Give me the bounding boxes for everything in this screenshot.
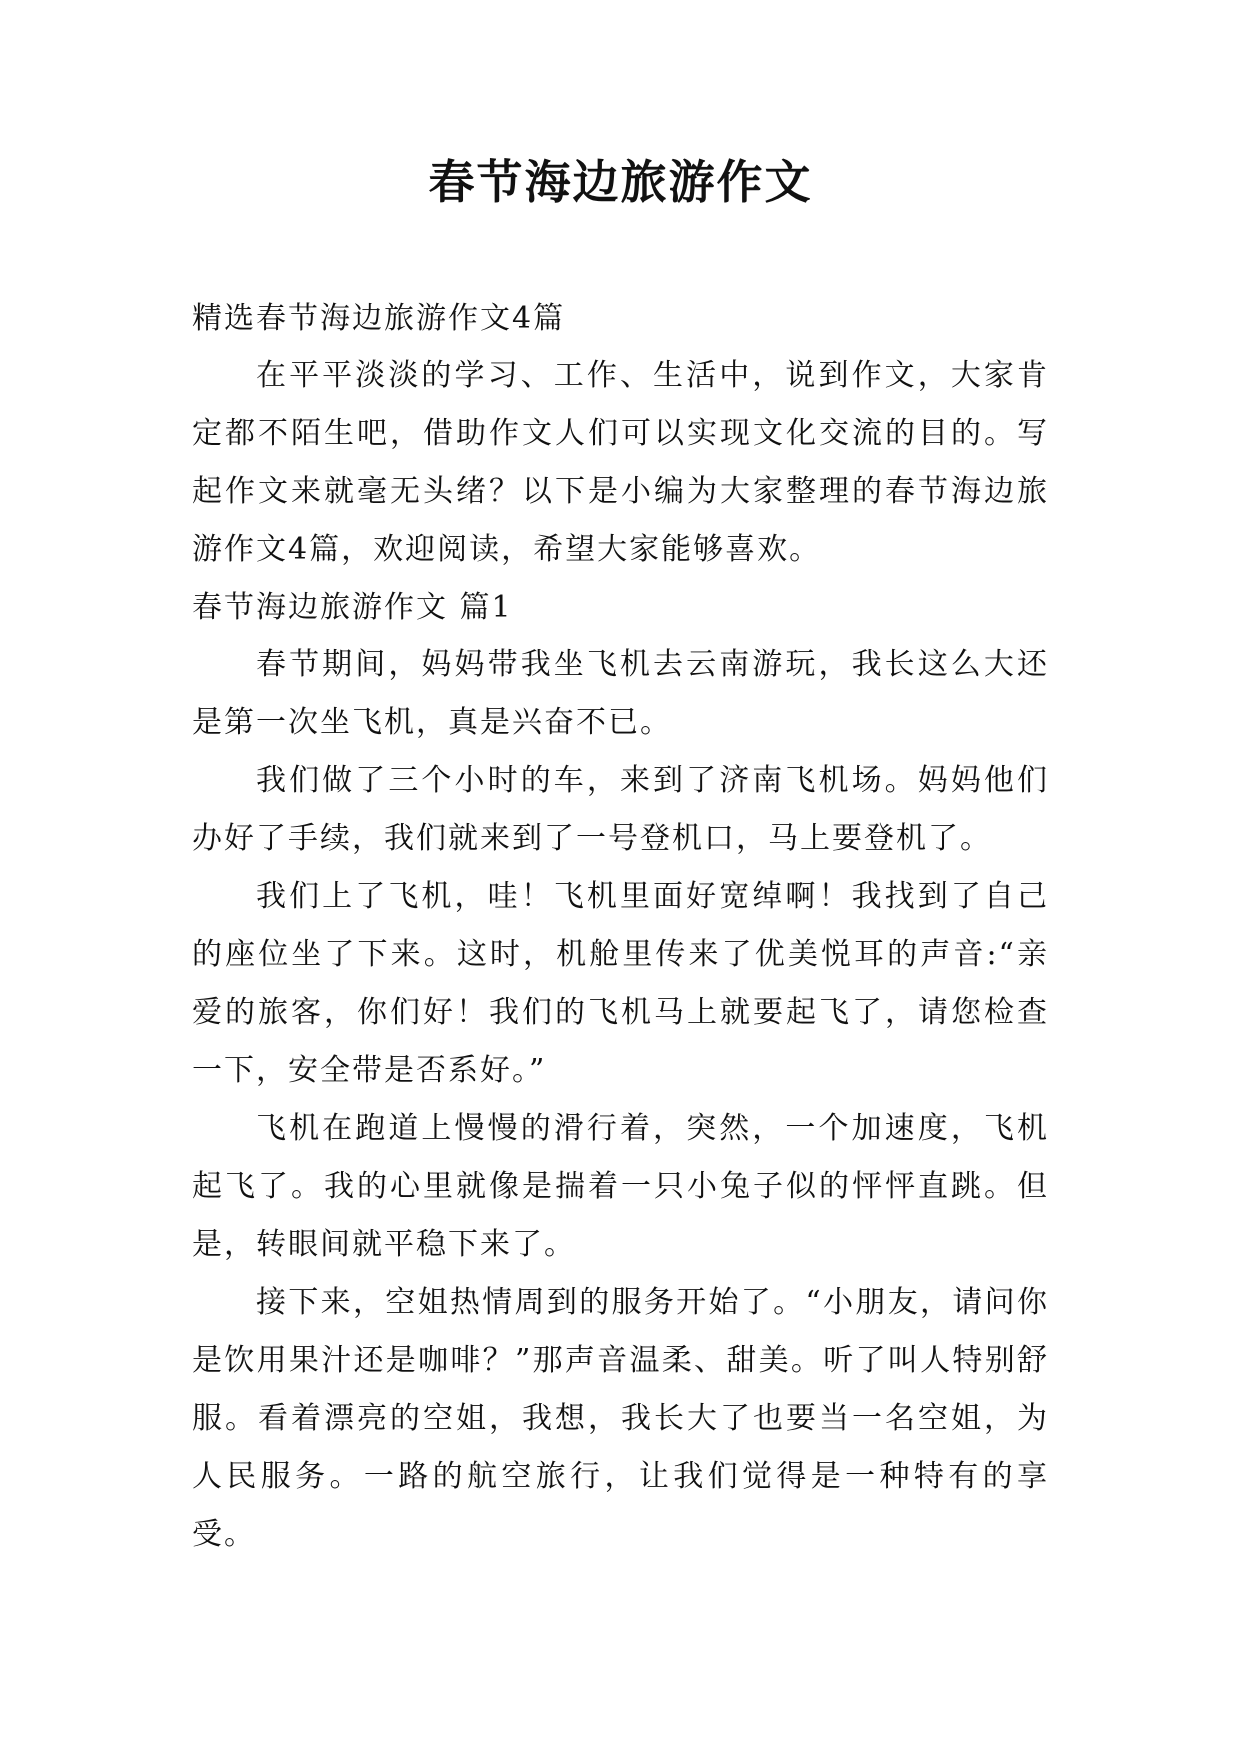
document-title: 春节海边旅游作文 [428, 155, 813, 209]
intro-paragraph: 在平平淡淡的学习、工作、生活中，说到作文，大家肯定都不陌生吧，借助作文人们可以实现文化交流的目的。写起作文来就毫无头绪？以下是小编为大家整理的春节海边旅游作文4篇，欢迎阅读，希望大家能够喜欢。 [192, 358, 1049, 567]
body-paragraph: 春节期间，妈妈带我坐飞机去云南游玩，我长这么大还是第一次坐飞机，真是兴奋不已。 [192, 647, 1049, 740]
body-paragraph: 飞机在跑道上慢慢的滑行着，突然，一个加速度，飞机起飞了。我的心里就像是揣着一只小兔子似的怦怦直跳。但是，转眼间就平稳下来了。 [192, 1111, 1049, 1262]
document-body [192, 290, 1049, 1564]
subtitle: 精选春节海边旅游作文4篇 [192, 301, 566, 336]
body-paragraph: 接下来，空姐热情周到的服务开始了。“小朋友，请问你是饮用果汁还是咖啡？”那声音温柔、甜美。听了叫人特别舒服。看着漂亮的空姐，我想，我长大了也要当一名空姐，为人民服务。一路的航空旅行，让我们觉得是一种特有的享受。 [192, 1285, 1049, 1552]
body-paragraph: 我们做了三个小时的车，来到了济南飞机场。妈妈他们办好了手续，我们就来到了一号登机口，马上要登机了。 [192, 763, 1049, 856]
body-paragraph: 我们上了飞机，哇！飞机里面好宽绰啊！我找到了自己的座位坐了下来。这时，机舱里传来了优美悦耳的声音:“亲爱的旅客，你们好！我们的飞机马上就要起飞了，请您检查一下，安全带是否系好。” [192, 879, 1049, 1088]
section-heading: 春节海边旅游作文 篇1 [192, 590, 513, 625]
